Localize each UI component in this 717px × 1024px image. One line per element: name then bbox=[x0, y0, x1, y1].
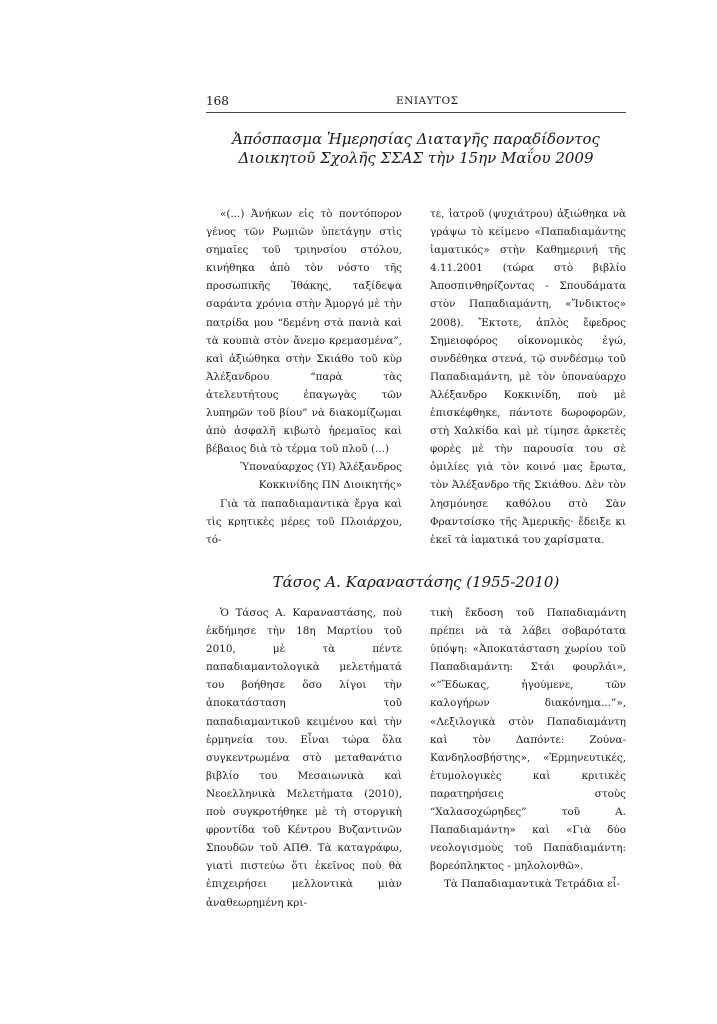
quote-paragraph: «(...) Ἀνήκων εἰς τὸ ποντόπορον γένος τῶν Ρωμιῶν ὑπετάγην στὶς σημαῖες τοῦ τριηνσίου στόλου, κινήθηκα ἀπὸ τὸν νόστο τῆς προσωπικῆς Ἰθάκης, ταξίδεψα σαράντα χρόνια στὴν Ἀμοργό μὲ τὴν πατρίδα μου “δεμένη στὰ πανιὰ καὶ τὰ κουπιὰ στὸν ἄνεμο κρεμασμένα”, καὶ ἀξιώθηκα στὴν Σκιάθο τοῦ κὺρ Ἀλέξανδρου “παρὰ τὰς ἀτελευτήτους ἐπαγωγὰς τῶν λυπηρῶν τοῦ βίου” νὰ διακομίζωμαι ἀπὸ ἀσφαλῆ κιβωτὸ ἠρεμαῖος καὶ βέβαιος διὰ τὸ τέρμα τοῦ πλοῦ (...) bbox=[206, 208, 402, 456]
body-paragraph: τικὴ ἔκδοση τοῦ Παπαδιαμάντη πρέπει νὰ τὰ λάβει σοβαρότατα ὑπόψη: «Ἀποκατάσταση χωρίου τοῦ Παπαδιαμάντη: Στάι φουρλάι», «“Ἔδωκας, ἡγούμενε, τῶν καλογήρων διακόνημα...”», «Λεξιλογικὰ στὸν Παπαδιαμάντη καὶ τὸν Δαπόντε: Ζούνα-Κανδηλοσβήστης», «Ἑρμηνευτικές, ἐτυμολογικὲς καὶ κριτικὲς παρατηρήσεις στοὺς “Χαλασοχώρηδες” τοῦ Α. Παπαδιαμάντη» καὶ «Γιὰ δύο νεολογισμοὺς τοῦ Παπαδιαμάντη: βορεόπληκτος - μηλολονθῶ». bbox=[430, 607, 626, 873]
signature-line-2: Κοκκινίδης ΠΝ Διοικητής» bbox=[258, 479, 402, 492]
running-title: ΕΝΙΑΥΤΟΣ bbox=[396, 95, 459, 107]
body-paragraph: Τὰ Παπαδιαμαντικὰ Τετράδια εἶ- bbox=[444, 878, 621, 891]
signature-line-1: Ὑποναύαρχος (ΥΙ) Ἀλέξανδρος bbox=[240, 461, 402, 474]
section1-right-column bbox=[430, 205, 626, 549]
section1-left-column bbox=[206, 205, 402, 549]
running-header bbox=[206, 94, 626, 113]
signature bbox=[206, 458, 402, 494]
section-title-obituary: Τάσος Α. Καραναστάσης (1955-2010) bbox=[272, 573, 560, 591]
section2-right-column bbox=[430, 604, 626, 894]
body-paragraph: τε, ἰατροῦ (ψυχιάτρου) ἀξιώθηκα νὰ γράψω τὸ κείμενο «Παπαδιαμάντης ἰαματικός» στὴν Καθημερινή τῆς 4.11.2001 (τώρα στὸ βιβλίο Ἀποσπινθηρίζοντας - Σπουδάματα στὸν Παπαδιαμάντη, «Ἴνδικτος» 2008). Ἔκτοτε, ἁπλὸς ἔφεδρος Σημειοφόρος οἰκονομικὸς ἐγώ, συνδέθηκα στενά, τῷ συνδέσμῳ τοῦ Παπαδιαμάντη, μὲ τὸν ὑποναύαρχο Ἀλέξανδρο Κοκκινίδη, ποὺ μὲ ἐπισκέφθηκε, πάντοτε δωροφορῶν, στὴ Χαλκίδα καὶ μὲ τίμησε ἀρκετὲς φορὲς μὲ τὴν παρουσία του σὲ ὁμιλίες γιὰ τὸν κοινό μας ἔρωτα, τὸν Ἀλέξανδρο τῆς Σκιάθου. Δὲν τὸν λησμόνησε καθόλου στὸ Σὰν Φραντσίσκο τῆς Ἀμερικῆς· ἔδειξε κι ἐκεῖ τὰ ἰαματικά του χαρίσματα. bbox=[430, 208, 626, 546]
page-number: 168 bbox=[206, 94, 229, 108]
body-paragraph: Ὁ Τάσος Α. Καραναστάσης, ποὺ ἐκδήμησε τὴν 18η Μαρτίου τοῦ 2010, μὲ τὰ πέντε παπαδιαμαντολογικὰ μελετήματά του βοήθησε ὅσο λίγοι τὴν ἀποκατάσταση τοῦ παπαδιαμαντικοῦ κειμένου καὶ τὴν ἑρμηνεία του. Εἶναι τώρα ὅλα συγκεντρωμένα στὸ μεταθανάτιο βιβλίο του Μεσαιωνικὰ καὶ Νεοελληνικὰ Μελετήματα (2010), ποὺ συγκροτήθηκε μὲ τὴ στοργικὴ φροντίδα τοῦ Κέντρου Βυζαντινῶν Σπουδῶν τοῦ ΑΠΘ. Τὰ καταγράφω, γιατὶ πιστεύω ὅτι ἐκεῖνος ποὺ θὰ ἐπιχειρήσει μελλοντικὰ μιὰν ἀναθεωρημένη κρι- bbox=[206, 607, 402, 909]
section2-left-column bbox=[206, 604, 402, 912]
section-title-excerpt: Ἀπόσπασμα Ἡμερησίας Διαταγῆς παραδίδοντος Διοικητοῦ Σχολῆς ΣΣΑΣ τὴν 15ην Μαΐου 2009 bbox=[232, 130, 600, 167]
body-paragraph: Γιὰ τὰ παπαδιαμαντικὰ ἔργα καὶ τὶς κρητικὲς μέρες τοῦ Πλοιάρχου, τό- bbox=[206, 497, 402, 546]
